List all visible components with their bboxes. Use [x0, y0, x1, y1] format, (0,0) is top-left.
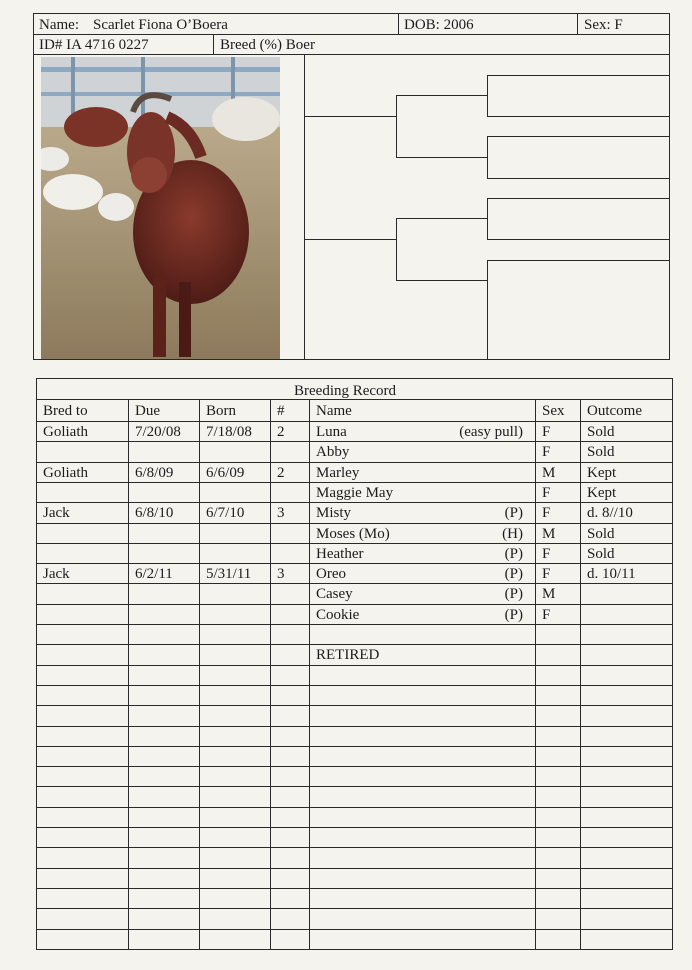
table-rule — [36, 726, 672, 727]
cell-name: Heather — [316, 546, 364, 562]
column-header-outcome: Outcome — [587, 403, 642, 419]
table-rule — [36, 583, 672, 584]
dob-field: DOB: 2006 — [404, 17, 474, 33]
cell-outcome: d. 8//10 — [587, 505, 633, 521]
cell-bred-to: Goliath — [43, 465, 88, 481]
cell-name: Oreo — [316, 566, 346, 582]
cell-born: 7/18/08 — [206, 424, 252, 440]
table-rule — [36, 766, 672, 767]
column-header-born: Born — [206, 403, 236, 419]
table-rule — [535, 399, 536, 950]
cell-due: 6/8/10 — [135, 505, 174, 521]
cell-sex: F — [542, 485, 551, 501]
cell-note: (P) — [504, 586, 523, 602]
cell-sex: M — [542, 586, 556, 602]
table-rule — [36, 685, 672, 686]
cell-note: (P) — [504, 546, 523, 562]
table-rule — [36, 604, 672, 605]
cell-name: Luna — [316, 424, 347, 440]
cell-sex: F — [542, 505, 551, 521]
table-rule — [36, 378, 37, 950]
cell-name: Moses (Mo) — [316, 526, 390, 542]
cell-born: 5/31/11 — [206, 566, 252, 582]
table-rule — [36, 746, 672, 747]
table-rule — [36, 868, 672, 869]
breed-field: Breed (%) Boer — [220, 37, 315, 53]
table-rule — [36, 665, 672, 666]
cell-sex: F — [542, 424, 551, 440]
cell-outcome: Kept — [587, 465, 617, 481]
cell-name: RETIRED — [316, 647, 380, 663]
cell-outcome: Sold — [587, 546, 615, 562]
table-rule — [128, 399, 129, 950]
cell-name: Misty — [316, 505, 352, 521]
cell-born: 6/7/10 — [206, 505, 245, 521]
cell-note: (P) — [504, 566, 523, 582]
cell-outcome: d. 10/11 — [587, 566, 636, 582]
cell-due: 6/2/11 — [135, 566, 173, 582]
cell-name: Marley — [316, 465, 360, 481]
table-rule — [270, 399, 271, 950]
table-rule — [36, 908, 672, 909]
table-rule — [199, 399, 200, 950]
table-rule — [36, 441, 672, 442]
id-field: ID# IA 4716 0227 — [39, 37, 149, 53]
cell-sex: F — [542, 444, 551, 460]
cell-note: (H) — [502, 526, 523, 542]
column-header-count: # — [277, 403, 285, 419]
cell-sex: F — [542, 566, 551, 582]
table-rule — [36, 644, 672, 645]
column-header-name: Name — [316, 403, 352, 419]
table-rule — [36, 399, 672, 400]
cell-sex: F — [542, 607, 551, 623]
table-rule — [36, 502, 672, 503]
table-rule — [672, 378, 673, 950]
table-rule — [36, 807, 672, 808]
table-rule — [36, 462, 672, 463]
table-rule — [36, 888, 672, 889]
table-rule — [580, 399, 581, 950]
cell-outcome: Kept — [587, 485, 617, 501]
table-rule — [36, 482, 672, 483]
cell-born: 6/6/09 — [206, 465, 245, 481]
cell-name: Maggie May — [316, 485, 394, 501]
column-header-due: Due — [135, 403, 160, 419]
table-rule — [36, 827, 672, 828]
cell-sex: M — [542, 526, 556, 542]
cell-outcome: Sold — [587, 444, 615, 460]
table-rule — [36, 523, 672, 524]
cell-note: (easy pull) — [459, 424, 523, 440]
cell-note: (P) — [504, 607, 523, 623]
table-rule — [36, 929, 672, 930]
table-rule — [309, 399, 310, 950]
cell-count: 3 — [277, 566, 285, 582]
cell-outcome: Sold — [587, 424, 615, 440]
cell-bred-to: Jack — [43, 566, 70, 582]
cell-due: 6/8/09 — [135, 465, 174, 481]
table-rule — [36, 543, 672, 544]
cell-count: 2 — [277, 465, 285, 481]
column-header-sex: Sex — [542, 403, 565, 419]
breeding-title: Breeding Record — [294, 383, 397, 399]
table-rule — [36, 786, 672, 787]
cell-bred-to: Jack — [43, 505, 70, 521]
table-rule — [36, 624, 672, 625]
cell-outcome: Sold — [587, 526, 615, 542]
name-label: Name: — [39, 17, 79, 33]
animal-name: Scarlet Fiona O’Boera — [93, 17, 228, 33]
cell-note: (P) — [504, 505, 523, 521]
table-rule — [36, 847, 672, 848]
cell-name: Cookie — [316, 607, 360, 623]
table-rule — [36, 949, 672, 950]
sex-field: Sex: F — [584, 17, 623, 33]
table-rule — [36, 563, 672, 564]
cell-name: Abby — [316, 444, 350, 460]
table-rule — [36, 378, 672, 379]
cell-bred-to: Goliath — [43, 424, 88, 440]
column-header-bred-to: Bred to — [43, 403, 88, 419]
cell-count: 3 — [277, 505, 285, 521]
cell-due: 7/20/08 — [135, 424, 181, 440]
cell-count: 2 — [277, 424, 285, 440]
table-rule — [36, 421, 672, 422]
cell-sex: F — [542, 546, 551, 562]
goat-photo — [41, 57, 280, 359]
table-rule — [36, 705, 672, 706]
cell-sex: M — [542, 465, 556, 481]
cell-name: Casey — [316, 586, 353, 602]
